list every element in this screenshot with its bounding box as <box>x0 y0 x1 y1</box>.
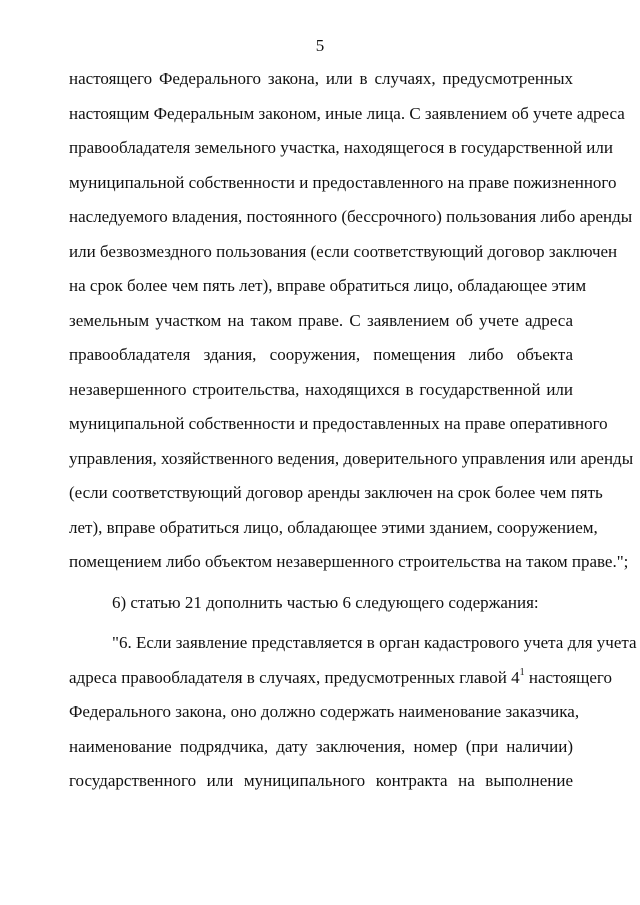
text-line: земельным участком на таком праве. С заявлением об учете адреса <box>69 310 573 330</box>
text-line: лет), вправе обратиться лицо, обладающее этими зданием, сооружением, <box>69 517 598 537</box>
quoted-part-6-line-end: настоящего <box>524 667 612 687</box>
text-line: помещением либо объектом незавершенного строительства на таком праве."; <box>69 552 629 571</box>
text-line: на срок более чем пять лет), вправе обратиться лицо, обладающее этим <box>69 276 587 295</box>
text-line: правообладателя здания, сооружения, помещения либо объекта <box>69 345 573 364</box>
quoted-part-6-line <box>69 661 612 696</box>
text-line: настоящим Федеральным законом, иные лица. С заявлением об учете адреса <box>69 103 625 123</box>
text-line: (если соответствующий договор аренды заключен на срок более чем пять <box>69 483 603 502</box>
text-line: правообладателя земельного участка, находящегося в государственной или <box>69 138 613 157</box>
amendment-item-6: 6) статью 21 дополнить частью 6 следующего содержания: <box>112 592 539 612</box>
text-line: управления, хозяйственного ведения, доверительного управления или аренды <box>69 448 634 468</box>
text-line: настоящего Федерального закона, или в случаях, предусмотренных <box>69 69 573 88</box>
text-line: или безвозмездного пользования (если соответствующий договор заключен <box>69 241 618 261</box>
chapter-superscript: 1 <box>519 666 525 678</box>
text-line: незавершенного строительства, находящихся в государственной или <box>69 379 573 399</box>
quoted-part-6-line-start: адреса правообладателя в случаях, предусмотренных главой 4 <box>69 667 520 687</box>
text-line: наследуемого владения, постоянного (бессрочного) пользования либо аренды <box>69 207 633 226</box>
document-body <box>69 62 637 799</box>
quoted-part-6-line: "6. Если заявление представляется в орган кадастрового учета для учета <box>112 633 637 652</box>
quoted-part-6-line: государственного или муниципального контракта на выполнение <box>69 771 573 790</box>
quoted-part-6-line: Федерального закона, оно должно содержать наименование заказчика, <box>69 702 580 721</box>
text-line: муниципальной собственности и предоставленных на праве оперативного <box>69 414 608 433</box>
page-number: 5 <box>315 36 325 55</box>
text-line: муниципальной собственности и предоставленного на праве пожизненного <box>69 172 617 192</box>
quoted-part-6-line: наименование подрядчика, дату заключения, номер (при наличии) <box>69 736 573 756</box>
